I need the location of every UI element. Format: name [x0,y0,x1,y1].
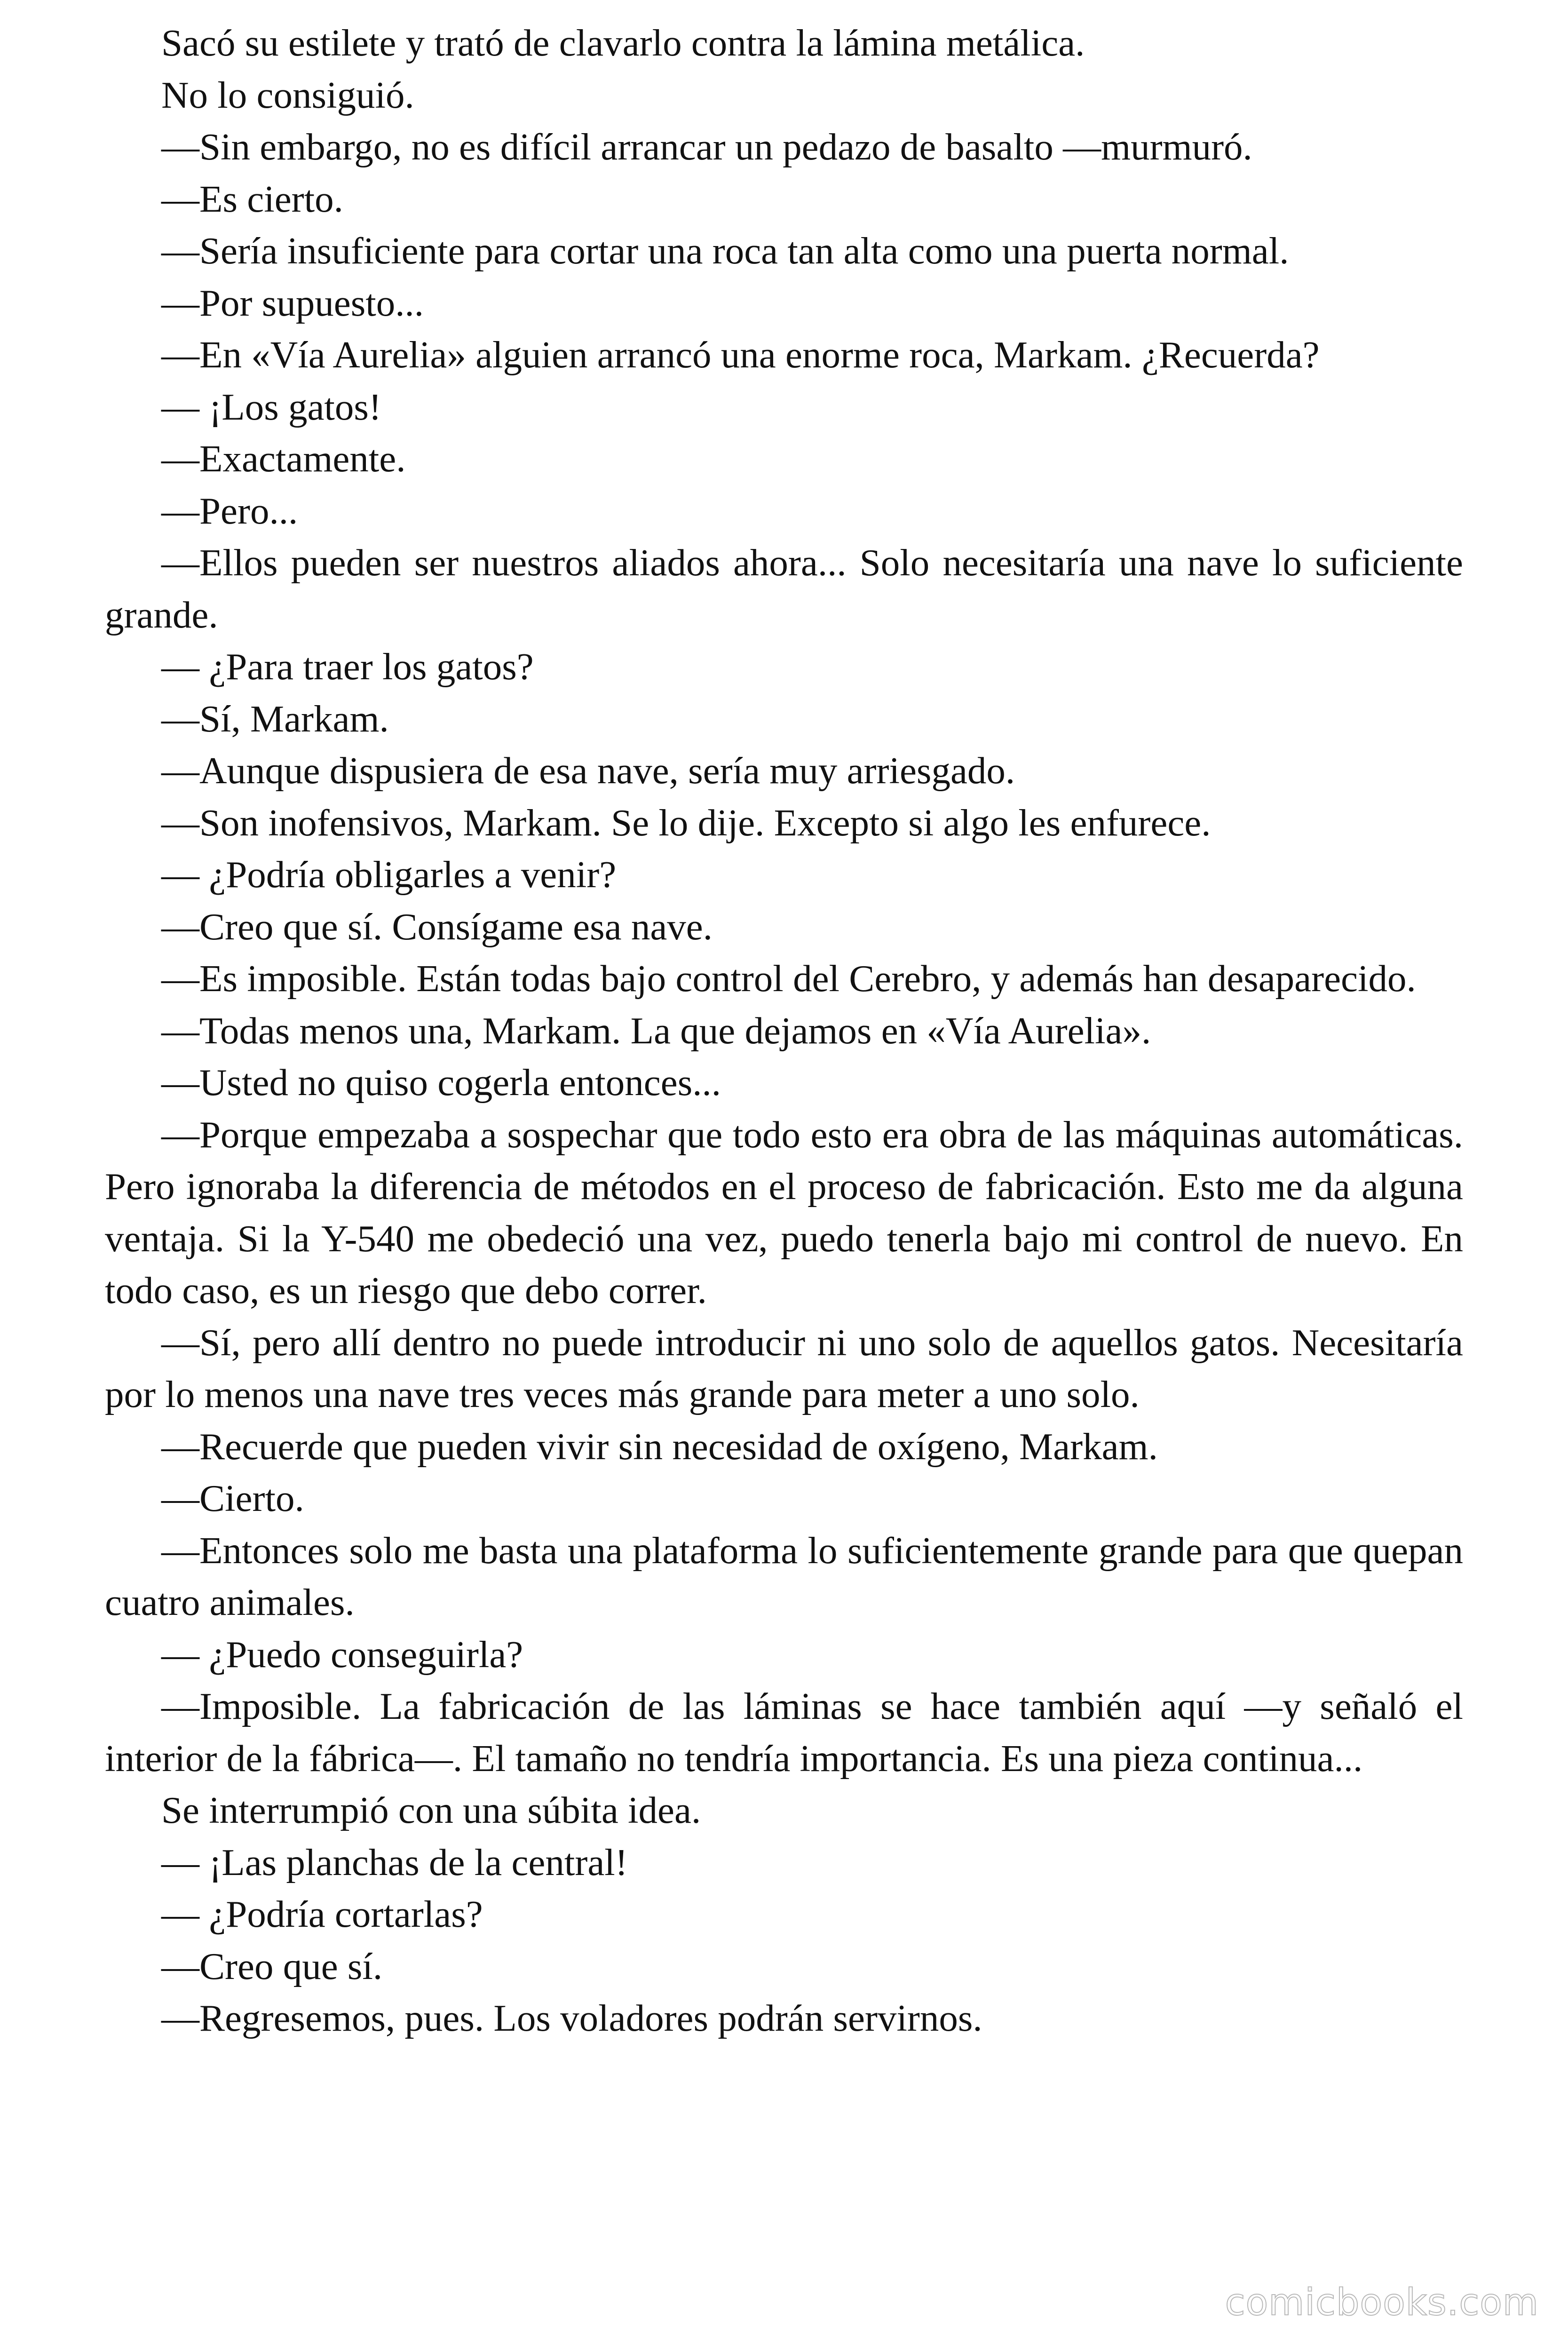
watermark: comicbooks.com [1225,2281,1539,2324]
paragraph: —Es cierto. [161,177,343,220]
paragraph: —Sin embargo, no es difícil arrancar un pedazo de basalto —murmuró. [161,126,1252,168]
paragraph: — ¿Podría cortarlas? [161,1893,483,1935]
paragraph: —Son inofensivos, Markam. Se lo dije. Excepto si algo les enfurece. [161,801,1211,844]
paragraph: —Entonces solo me basta una plataforma lo suficientemente grande para que quepan cuatro animales. [105,1529,1463,1623]
paragraph: — ¿Puedo conseguirla? [161,1633,523,1676]
paragraph: —Imposible. La fabricación de las láminas se hace también aquí —y señaló el interior de la fábrica—. El tamaño no tendría importancia. Es una pieza continua... [105,1685,1463,1780]
paragraph: —Aunque dispusiera de esa nave, sería muy arriesgado. [161,749,1015,792]
paragraph: —Creo que sí. [161,1945,383,1987]
paragraph: —Por supuesto... [161,281,424,324]
paragraph: —En «Vía Aurelia» alguien arrancó una enorme roca, Markam. ¿Recuerda? [161,334,1320,376]
paragraph: —Sí, pero allí dentro no puede introducir ni uno solo de aquellos gatos. Necesitaría por lo menos una nave tres veces más grande para meter a uno solo. [105,1321,1463,1415]
paragraph: No lo consiguió. [161,73,414,116]
paragraph: —Exactamente. [161,437,406,480]
paragraph: —Creo que sí. Consígame esa nave. [161,905,713,948]
paragraph: —Regresemos, pues. Los voladores podrán servirnos. [161,1997,982,2039]
paragraph: — ¿Podría obligarles a venir? [161,853,617,896]
paragraph: —Porque empezaba a sospechar que todo esto era obra de las máquinas automáticas. Pero ignoraba la diferencia de métodos en el proceso de fabricación. Esto me da alguna ventaja. Si la Y-540 me obedeció una vez, puedo tenerla bajo mi control de nuevo. En todo caso, es un riesgo que debo correr. [105,1113,1463,1311]
paragraph: Sacó su estilete y trató de clavarlo contra la lámina metálica. [161,22,1085,64]
paragraph: —Todas menos una, Markam. La que dejamos en «Vía Aurelia». [161,1009,1151,1052]
paragraph: —Sí, Markam. [161,697,389,740]
paragraph: — ¿Para traer los gatos? [161,645,534,688]
paragraph: —Recuerde que pueden vivir sin necesidad de oxígeno, Markam. [161,1425,1158,1468]
page-body-text [105,17,1463,2044]
paragraph: —Usted no quiso cogerla entonces... [161,1061,721,1104]
paragraph: — ¡Las planchas de la central! [161,1841,628,1883]
paragraph: —Cierto. [161,1477,304,1519]
paragraph: Se interrumpió con una súbita idea. [161,1789,701,1831]
paragraph: —Pero... [161,489,298,532]
paragraph: — ¡Los gatos! [161,385,381,428]
paragraph: —Sería insuficiente para cortar una roca tan alta como una puerta normal. [161,230,1289,272]
paragraph: —Es imposible. Están todas bajo control del Cerebro, y además han desaparecido. [161,957,1416,1000]
paragraph: —Ellos pueden ser nuestros aliados ahora... Solo necesitaría una nave lo suficiente grande. [105,541,1463,636]
